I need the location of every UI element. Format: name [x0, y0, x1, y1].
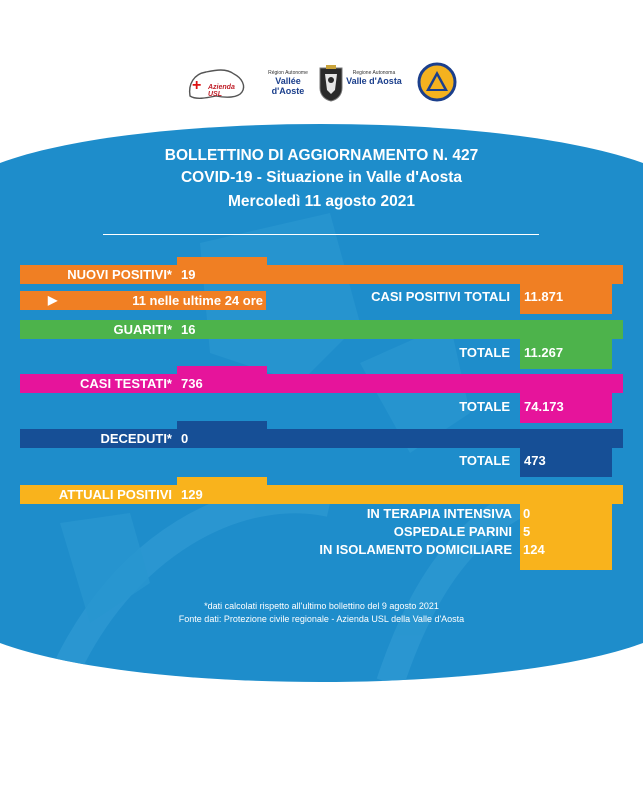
deceduti-totale-value: 473	[524, 453, 546, 468]
terapia-intensiva-label: IN TERAPIA INTENSIVA	[366, 506, 512, 521]
attuali-positivi-value: 129	[181, 487, 203, 502]
casi-positivi-totali-label: CASI POSITIVI TOTALI	[371, 289, 510, 304]
footnote-asterisk: *dati calcolati rispetto all'ultimo bollettino del 9 agosto 2021	[204, 601, 439, 611]
bulletin-subtitle: COVID-19 - Situazione in Valle d'Aosta	[180, 169, 463, 186]
region-logo-left	[258, 70, 318, 100]
deceduti-value: 0	[181, 431, 189, 446]
bulletin-header	[0, 145, 643, 215]
casi-positivi-totali-value: 11.871	[524, 289, 564, 304]
usl-name: Azienda USL	[208, 84, 235, 98]
bulletin-title: BOLLETTINO DI AGGIORNAMENTO N. 427	[164, 147, 479, 164]
ultime-24-text: 11 nelle ultime 24 ore	[132, 293, 263, 308]
deceduti-label: DECEDUTI*	[100, 431, 172, 446]
testati-totale-value: 74.173	[524, 399, 564, 414]
azienda-usl-logo	[186, 66, 248, 100]
deceduti-value-box	[177, 421, 267, 448]
casi-testati-label: CASI TESTATI*	[80, 376, 172, 391]
region-small-right: Regione Autonoma	[352, 70, 396, 76]
coat-of-arms-icon	[318, 64, 344, 102]
footnote-source: Fonte dati: Protezione civile regionale - Azienda USL della Valle d'Aosta	[178, 614, 465, 624]
nuovi-positivi-label: NUOVI POSITIVI*	[67, 267, 172, 282]
red-cross-icon: +	[192, 77, 202, 94]
region-big-left: Vallée d'Aoste	[271, 76, 305, 96]
guariti-totale-label: TOTALE	[459, 345, 510, 360]
ospedale-parini-value: 5	[523, 524, 531, 539]
bulletin-date: Mercoledì 11 agosto 2021	[228, 193, 415, 210]
terapia-intensiva-value: 0	[523, 506, 531, 521]
deceduti-totale-label: TOTALE	[459, 453, 510, 468]
protezione-civile-icon	[417, 62, 457, 102]
isolamento-label: IN ISOLAMENTO DOMICILIARE	[319, 542, 512, 557]
region-logo-right	[343, 70, 405, 100]
guariti-totale-value: 11.267	[524, 345, 564, 360]
isolamento-value: 124	[523, 542, 545, 557]
casi-testati-value: 736	[181, 376, 203, 391]
ospedale-parini-label: OSPEDALE PARINI	[393, 524, 512, 539]
logo-strip	[0, 58, 643, 113]
guariti-value: 16	[181, 322, 196, 337]
region-small-left: Région Autonome	[268, 70, 308, 76]
attuali-breakdown-box	[520, 500, 612, 570]
region-big-right: Valle d'Aosta	[346, 76, 402, 86]
testati-totale-label: TOTALE	[459, 399, 510, 414]
attuali-positivi-label: ATTUALI POSITIVI	[58, 487, 172, 502]
guariti-label: GUARITI*	[113, 322, 172, 337]
header-divider	[103, 234, 539, 235]
nuovi-positivi-value: 19	[181, 267, 196, 282]
play-arrow-icon: ▶	[48, 293, 58, 307]
